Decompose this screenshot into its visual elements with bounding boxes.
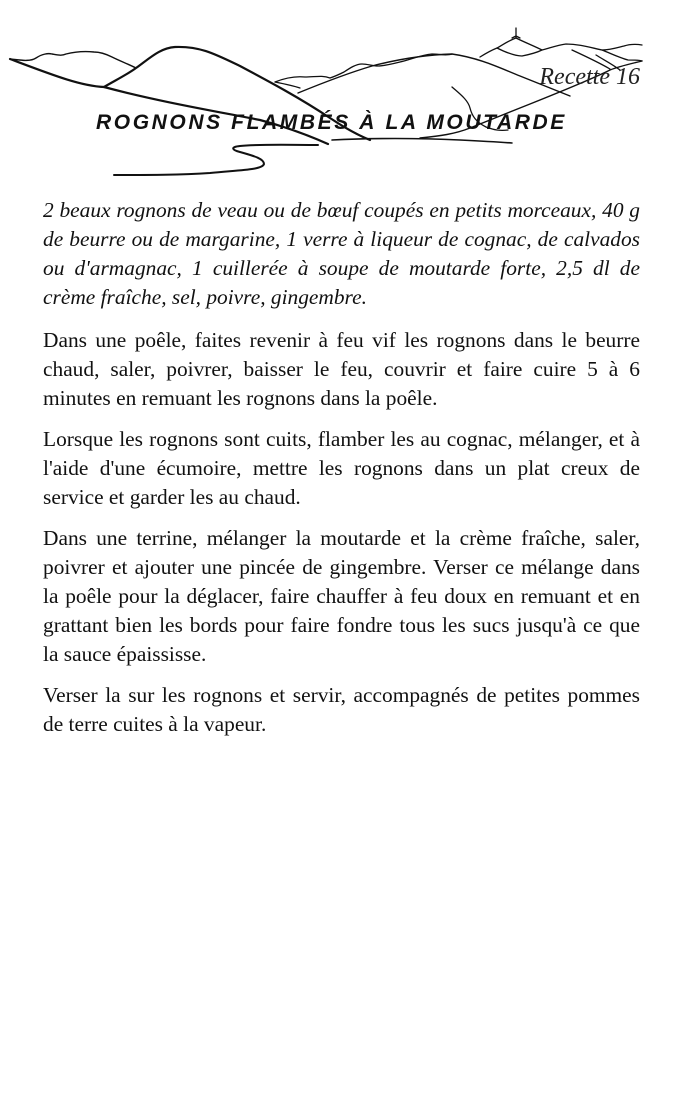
ingredients-list: 2 beaux rognons de veau ou de bœuf coupés en petits morceaux, 40 g de beurre ou de margarine, 1 verre à liqueur de cognac, de calvados ou d'armagnac, 1 cuillerée à soupe de moutarde forte, 2,5 dl de crème fraîche, sel, poivre, gingembre. xyxy=(43,198,640,309)
right-peak xyxy=(480,38,642,57)
step-paragraph: Dans une terrine, mélanger la moutarde et la crème fraîche, saler, poivrer et ajouter une pincée de gingembre. Verser ce mélange dans la poêle pour la déglacer, faire chauffer à feu doux en remuant et en grattant bien les bords pour faire fondre tous les sucs jusqu'à ce que la sauce épaississe. xyxy=(43,526,640,666)
step-paragraph: Verser la sur les rognons et servir, accompagnés de petites pommes de terre cuites à la vapeur. xyxy=(43,683,640,736)
recipe-title: ROGNONS FLAMBÉS À LA MOUTARDE xyxy=(96,111,567,134)
recipe-number: Recette 16 xyxy=(539,64,640,90)
recipe-body xyxy=(43,196,640,751)
mountain-landscape-illustration xyxy=(0,0,700,190)
peak-shoulder xyxy=(497,48,542,56)
recipe-header xyxy=(0,0,700,190)
step-paragraph: Dans une poêle, faites revenir à feu vif les rognons dans le beurre chaud, saler, poivrer, baisser le feu, couvrir et faire cuire 5 à 6 minutes en remuant les rognons dans la poêle. xyxy=(43,328,640,410)
lake-shore-line xyxy=(332,139,512,144)
antenna xyxy=(512,28,520,38)
step-paragraph: Lorsque les rognons sont cuits, flamber les au cognac, mélanger, et à l'aide d'une écumoire, mettre les rognons dans un plat creux de service et garder les au chaud. xyxy=(43,427,640,509)
road-upper xyxy=(114,145,318,175)
